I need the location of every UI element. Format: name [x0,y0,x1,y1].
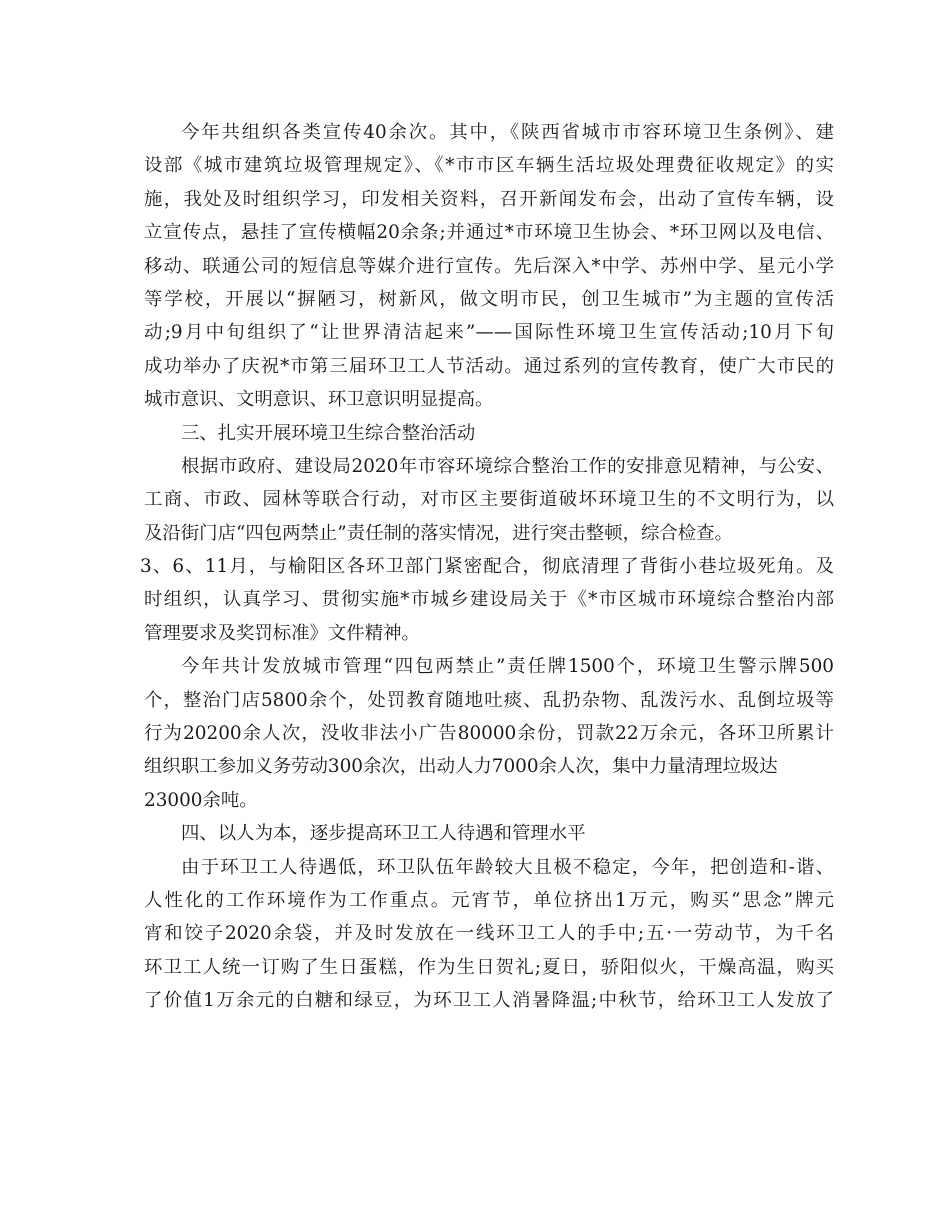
text-line: 城市意识、文明意识、环卫意识明显提高。 [144,389,494,411]
section-heading: 三、扎实开展环境卫生综合整治活动 [181,422,476,444]
text-line: 由于环卫工人待遇低，环卫队伍年龄较大且极不稳定，今年，把创造和-谐、 [181,856,834,878]
document-body [140,116,834,1018]
text-line: 组织职工参加义务劳动300余次，出动人力7000余人次，集中力量清理垃圾达 [144,756,778,778]
text-line: 了价值1万余元的白糖和绿豆，为环卫工人消暑降温;中秋节，给环卫工人发放了 [144,990,834,1012]
text-line: 时组织，认真学习、贯彻实施*市城乡建设局关于《*市区城市环境综合整治内部 [144,589,834,611]
text-line: 工商、市政、园林等联合行动，对市区主要街道破坏环境卫生的不文明行为，以 [144,489,834,511]
section-heading: 四、以人为本，逐步提高环卫工人待遇和管理水平 [181,823,586,845]
text-line: 设部《城市建筑垃圾管理规定》、《*市市区车辆生活垃圾处理费征收规定》的实 [144,155,834,177]
text-line: 个，整治门店5800余个，处罚教育随地吐痰、乱扔杂物、乱泼污水、乱倒垃圾等 [144,689,834,711]
text-line: 动;9月中旬组织了“让世界清洁起来”——国际性环境卫生宣传活动;10月下旬 [144,322,834,344]
text-line: 管理要求及奖罚标准》文件精神。 [144,622,420,644]
text-line: 宵和饺子2020余袋，并及时发放在一线环卫工人的手中;五·一劳动节，为千名 [144,923,834,945]
text-line: 人性化的工作环境作为工作重点。元宵节，单位挤出1万元，购买“思念”牌元 [144,889,834,911]
text-line: 及沿街门店“四包两禁止”责任制的落实情况，进行突击整顿，综合检查。 [144,522,733,544]
text-line: 今年共计发放城市管理“四包两禁止”责任牌1500个，环境卫生警示牌500 [181,656,834,678]
text-line: 施，我处及时组织学习，印发相关资料，召开新闻发布会，出动了宣传车辆，设 [144,188,834,210]
text-line: 行为20200余人次，没收非法小广告80000余份，罚款22万余元，各环卫所累计 [144,723,834,745]
text-line: 等学校，开展以“摒陋习，树新风，做文明市民，创卫生城市”为主题的宣传活 [144,288,834,310]
text-line: 23000余吨。 [144,789,258,811]
text-line: 立宣传点，悬挂了宣传横幅20余条;并通过*市环境卫生协会、*环卫网以及电信、 [144,222,834,244]
text-line: 3、6、11月，与榆阳区各环卫部门紧密配合，彻底清理了背街小巷垃圾死角。及 [140,556,834,578]
text-line: 移动、联通公司的短信息等媒介进行宣传。先后深入*中学、苏州中学、星元小学 [144,255,834,277]
text-line: 成功举办了庆祝*市第三届环卫工人节活动。通过系列的宣传教育，使广大市民的 [144,355,834,377]
text-line: 环卫工人统一订购了生日蛋糕，作为生日贺礼;夏日，骄阳似火，干燥高温，购买 [144,956,834,978]
text-line: 今年共组织各类宣传40余次。其中，《陕西省城市市容环境卫生条例》、建 [181,122,834,143]
text-line: 根据市政府、建设局2020年市容环境综合整治工作的安排意见精神，与公安、 [181,455,834,477]
